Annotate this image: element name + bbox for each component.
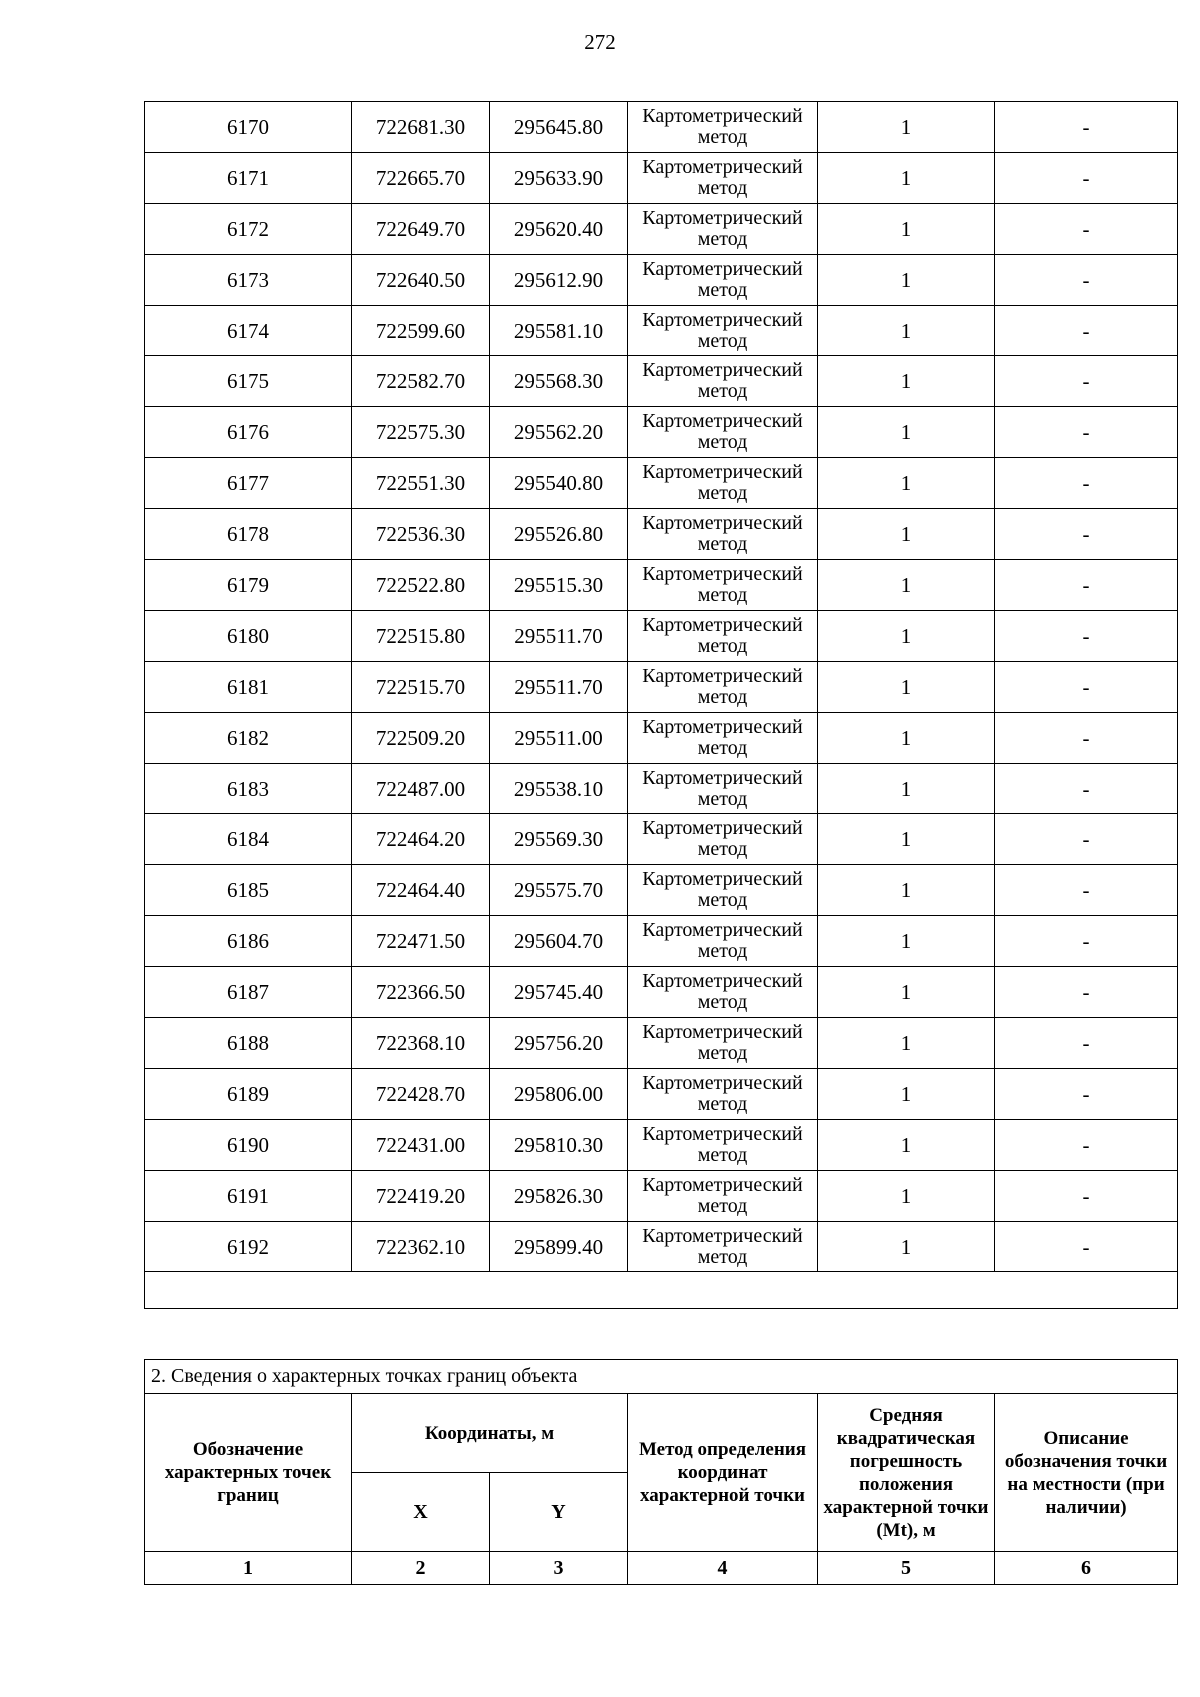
mean-error-cell: 1 — [818, 458, 995, 509]
method-cell: Картометрический метод — [628, 1018, 818, 1069]
method-cell: Картометрический метод — [628, 560, 818, 611]
y-coordinate-cell: 295645.80 — [490, 102, 628, 153]
mean-error-cell: 1 — [818, 916, 995, 967]
method-cell: Картометрический метод — [628, 916, 818, 967]
table-row — [145, 1018, 1178, 1069]
method-cell: Картометрический метод — [628, 458, 818, 509]
y-coordinate-cell: 295604.70 — [490, 916, 628, 967]
y-coordinate-cell: 295562.20 — [490, 407, 628, 458]
y-coordinate-cell: 295633.90 — [490, 152, 628, 203]
y-coordinate-cell: 295511.70 — [490, 610, 628, 661]
mean-error-cell: 1 — [818, 254, 995, 305]
header-method: Метод определения координат характерной точки — [628, 1394, 818, 1552]
y-coordinate-cell: 295526.80 — [490, 509, 628, 560]
point-id-cell: 6180 — [145, 610, 352, 661]
method-cell: Картометрический метод — [628, 1170, 818, 1221]
empty-row — [145, 1272, 1178, 1309]
column-number: 3 — [490, 1552, 628, 1585]
point-id-cell: 6185 — [145, 865, 352, 916]
mean-error-cell: 1 — [818, 1170, 995, 1221]
method-cell: Картометрический метод — [628, 610, 818, 661]
mean-error-cell: 1 — [818, 1119, 995, 1170]
table-row — [145, 712, 1178, 763]
y-coordinate-cell: 295538.10 — [490, 763, 628, 814]
y-coordinate-cell: 295515.30 — [490, 560, 628, 611]
mean-error-cell: 1 — [818, 865, 995, 916]
column-numbers-row — [145, 1552, 1178, 1585]
boundary-points-header-table — [144, 1359, 1178, 1585]
point-id-cell: 6172 — [145, 203, 352, 254]
column-number: 5 — [818, 1552, 995, 1585]
mean-error-cell: 1 — [818, 1221, 995, 1272]
point-id-cell: 6187 — [145, 967, 352, 1018]
method-cell: Картометрический метод — [628, 661, 818, 712]
mean-error-cell: 1 — [818, 661, 995, 712]
section-title: 2. Сведения о характерных точках границ объекта — [145, 1360, 1178, 1394]
mean-error-cell: 1 — [818, 509, 995, 560]
description-cell: - — [995, 305, 1178, 356]
description-cell: - — [995, 560, 1178, 611]
description-cell: - — [995, 509, 1178, 560]
point-id-cell: 6188 — [145, 1018, 352, 1069]
table-row — [145, 254, 1178, 305]
point-id-cell: 6192 — [145, 1221, 352, 1272]
x-coordinate-cell: 722428.70 — [352, 1068, 490, 1119]
y-coordinate-cell: 295511.70 — [490, 661, 628, 712]
description-cell: - — [995, 254, 1178, 305]
y-coordinate-cell: 295810.30 — [490, 1119, 628, 1170]
y-coordinate-cell: 295620.40 — [490, 203, 628, 254]
method-cell: Картометрический метод — [628, 1221, 818, 1272]
x-coordinate-cell: 722551.30 — [352, 458, 490, 509]
y-coordinate-cell: 295575.70 — [490, 865, 628, 916]
table-row — [145, 560, 1178, 611]
mean-error-cell: 1 — [818, 814, 995, 865]
description-cell: - — [995, 916, 1178, 967]
table-row — [145, 203, 1178, 254]
point-id-cell: 6183 — [145, 763, 352, 814]
coordinates-table-body — [145, 102, 1178, 1309]
method-cell: Картометрический метод — [628, 509, 818, 560]
empty-cell — [145, 1272, 1178, 1309]
y-coordinate-cell: 295826.30 — [490, 1170, 628, 1221]
point-id-cell: 6173 — [145, 254, 352, 305]
x-coordinate-cell: 722419.20 — [352, 1170, 490, 1221]
column-number: 6 — [995, 1552, 1178, 1585]
x-coordinate-cell: 722464.20 — [352, 814, 490, 865]
method-cell: Картометрический метод — [628, 967, 818, 1018]
x-coordinate-cell: 722471.50 — [352, 916, 490, 967]
table-row — [145, 102, 1178, 153]
description-cell: - — [995, 1119, 1178, 1170]
description-cell: - — [995, 1221, 1178, 1272]
column-number: 4 — [628, 1552, 818, 1585]
y-coordinate-cell: 295806.00 — [490, 1068, 628, 1119]
table-row — [145, 865, 1178, 916]
mean-error-cell: 1 — [818, 152, 995, 203]
coordinates-table — [144, 101, 1178, 1309]
point-id-cell: 6181 — [145, 661, 352, 712]
description-cell: - — [995, 1018, 1178, 1069]
y-coordinate-cell: 295569.30 — [490, 814, 628, 865]
header-point-designation: Обозначение характерных точек границ — [145, 1394, 352, 1552]
table-row — [145, 763, 1178, 814]
table-row — [145, 814, 1178, 865]
method-cell: Картометрический метод — [628, 356, 818, 407]
y-coordinate-cell: 295612.90 — [490, 254, 628, 305]
point-id-cell: 6186 — [145, 916, 352, 967]
description-cell: - — [995, 356, 1178, 407]
method-cell: Картометрический метод — [628, 254, 818, 305]
x-coordinate-cell: 722681.30 — [352, 102, 490, 153]
table-row — [145, 1170, 1178, 1221]
point-id-cell: 6175 — [145, 356, 352, 407]
y-coordinate-cell: 295540.80 — [490, 458, 628, 509]
description-cell: - — [995, 203, 1178, 254]
point-id-cell: 6171 — [145, 152, 352, 203]
header-y: Y — [490, 1473, 628, 1552]
description-cell: - — [995, 865, 1178, 916]
description-cell: - — [995, 814, 1178, 865]
mean-error-cell: 1 — [818, 610, 995, 661]
table-row — [145, 509, 1178, 560]
header-x: X — [352, 1473, 490, 1552]
method-cell: Картометрический метод — [628, 305, 818, 356]
description-cell: - — [995, 967, 1178, 1018]
description-cell: - — [995, 458, 1178, 509]
point-id-cell: 6178 — [145, 509, 352, 560]
description-cell: - — [995, 102, 1178, 153]
mean-error-cell: 1 — [818, 712, 995, 763]
mean-error-cell: 1 — [818, 560, 995, 611]
y-coordinate-cell: 295899.40 — [490, 1221, 628, 1272]
point-id-cell: 6170 — [145, 102, 352, 153]
point-id-cell: 6179 — [145, 560, 352, 611]
table-row — [145, 610, 1178, 661]
point-id-cell: 6176 — [145, 407, 352, 458]
point-id-cell: 6191 — [145, 1170, 352, 1221]
table-row — [145, 152, 1178, 203]
description-cell: - — [995, 763, 1178, 814]
point-id-cell: 6189 — [145, 1068, 352, 1119]
header-coordinates: Координаты, м — [352, 1394, 628, 1473]
x-coordinate-cell: 722362.10 — [352, 1221, 490, 1272]
description-cell: - — [995, 1170, 1178, 1221]
point-id-cell: 6174 — [145, 305, 352, 356]
method-cell: Картометрический метод — [628, 407, 818, 458]
method-cell: Картометрический метод — [628, 203, 818, 254]
description-cell: - — [995, 407, 1178, 458]
table-row — [145, 356, 1178, 407]
table-row — [145, 305, 1178, 356]
description-cell: - — [995, 661, 1178, 712]
x-coordinate-cell: 722582.70 — [352, 356, 490, 407]
x-coordinate-cell: 722368.10 — [352, 1018, 490, 1069]
x-coordinate-cell: 722665.70 — [352, 152, 490, 203]
description-cell: - — [995, 712, 1178, 763]
point-id-cell: 6184 — [145, 814, 352, 865]
y-coordinate-cell: 295756.20 — [490, 1018, 628, 1069]
column-number: 2 — [352, 1552, 490, 1585]
table-row — [145, 1221, 1178, 1272]
method-cell: Картометрический метод — [628, 763, 818, 814]
point-id-cell: 6182 — [145, 712, 352, 763]
x-coordinate-cell: 722575.30 — [352, 407, 490, 458]
x-coordinate-cell: 722649.70 — [352, 203, 490, 254]
method-cell: Картометрический метод — [628, 865, 818, 916]
column-number: 1 — [145, 1552, 352, 1585]
point-id-cell: 6177 — [145, 458, 352, 509]
y-coordinate-cell: 295511.00 — [490, 712, 628, 763]
mean-error-cell: 1 — [818, 203, 995, 254]
mean-error-cell: 1 — [818, 407, 995, 458]
mean-error-cell: 1 — [818, 102, 995, 153]
y-coordinate-cell: 295745.40 — [490, 967, 628, 1018]
table-row — [145, 916, 1178, 967]
page-number: 272 — [584, 30, 616, 54]
method-cell: Картометрический метод — [628, 1068, 818, 1119]
method-cell: Картометрический метод — [628, 712, 818, 763]
x-coordinate-cell: 722487.00 — [352, 763, 490, 814]
y-coordinate-cell: 295568.30 — [490, 356, 628, 407]
method-cell: Картометрический метод — [628, 814, 818, 865]
mean-error-cell: 1 — [818, 1018, 995, 1069]
method-cell: Картометрический метод — [628, 1119, 818, 1170]
mean-error-cell: 1 — [818, 305, 995, 356]
x-coordinate-cell: 722536.30 — [352, 509, 490, 560]
table-row — [145, 1119, 1178, 1170]
table-row — [145, 661, 1178, 712]
table-row — [145, 1068, 1178, 1119]
y-coordinate-cell: 295581.10 — [490, 305, 628, 356]
mean-error-cell: 1 — [818, 356, 995, 407]
x-coordinate-cell: 722522.80 — [352, 560, 490, 611]
mean-error-cell: 1 — [818, 1068, 995, 1119]
table-row — [145, 458, 1178, 509]
x-coordinate-cell: 722599.60 — [352, 305, 490, 356]
x-coordinate-cell: 722464.40 — [352, 865, 490, 916]
method-cell: Картометрический метод — [628, 152, 818, 203]
x-coordinate-cell: 722640.50 — [352, 254, 490, 305]
x-coordinate-cell: 722515.70 — [352, 661, 490, 712]
mean-error-cell: 1 — [818, 763, 995, 814]
point-id-cell: 6190 — [145, 1119, 352, 1170]
header-description: Описание обозначения точки на местности (при наличии) — [995, 1394, 1178, 1552]
x-coordinate-cell: 722515.80 — [352, 610, 490, 661]
description-cell: - — [995, 1068, 1178, 1119]
table-row — [145, 967, 1178, 1018]
x-coordinate-cell: 722509.20 — [352, 712, 490, 763]
description-cell: - — [995, 152, 1178, 203]
description-cell: - — [995, 610, 1178, 661]
header-mean-error: Средняя квадратическая погрешность положения характерной точки (Mt), м — [818, 1394, 995, 1552]
method-cell: Картометрический метод — [628, 102, 818, 153]
table-row — [145, 407, 1178, 458]
mean-error-cell: 1 — [818, 967, 995, 1018]
x-coordinate-cell: 722431.00 — [352, 1119, 490, 1170]
x-coordinate-cell: 722366.50 — [352, 967, 490, 1018]
